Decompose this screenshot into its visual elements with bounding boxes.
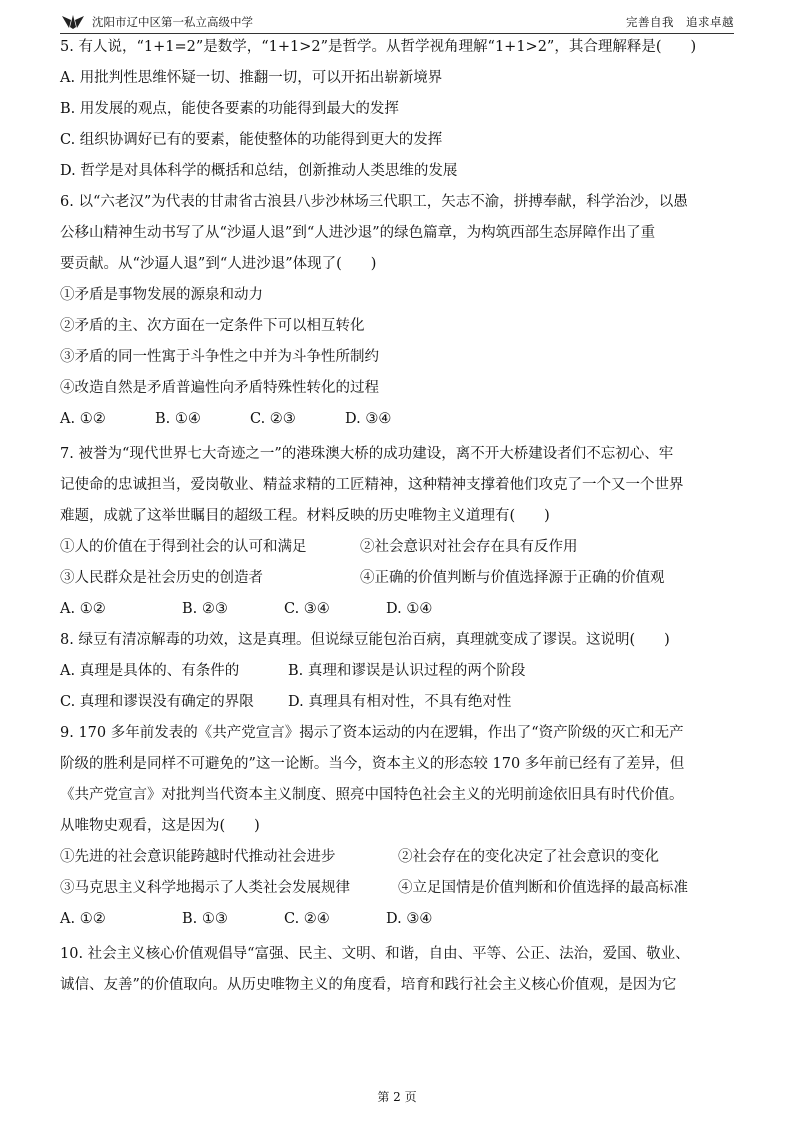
q7-option-a: A. ①② [60, 601, 106, 617]
q7-options [60, 594, 739, 625]
q6-option-b: B. ①④ [155, 411, 201, 427]
q9-statement-2: ②社会存在的变化决定了社会意识的变化 [398, 849, 659, 865]
q6-stem-line-3: 要贡献。从“沙逼人退”到“人进沙退”体现了( ) [60, 256, 377, 272]
q6-stem-line-1: 6. 以“六老汉”为代表的甘肃省古浪县八步沙林场三代职工，矢志不渝，拼搏奉献，科学治沙，以愚 [60, 194, 688, 210]
q7-stem-line-2: 记使命的忠诚担当，爱岗敬业、精益求精的工匠精神，这种精神支撑着他们攻克了一个又一个世界 [60, 477, 684, 493]
q8-option-d: D. 真理具有相对性，不具有绝对性 [288, 694, 512, 710]
q6-statement-4: ④改造自然是矛盾普遍性向矛盾特殊性转化的过程 [60, 380, 379, 396]
q6-option-a: A. ①② [60, 411, 106, 427]
q9-statement-1: ①先进的社会意识能跨越时代推动社会进步 [60, 849, 336, 865]
q9-options [60, 904, 739, 935]
q9-stem-line-3: 《共产党宣言》对批判当代资本主义制度、照亮中国特色社会主义的光明前途依旧具有时代价值。 [60, 787, 684, 803]
q7-stem-line-3: 难题，成就了这举世瞩目的超级工程。材料反映的历史唯物主义道理有( ) [60, 508, 550, 524]
q7-statement-4: ④正确的价值判断与价值选择源于正确的价值观 [360, 570, 665, 586]
q8-option-a: A. 真理是具体的、有条件的 [60, 663, 240, 679]
q9-option-a: A. ①② [60, 911, 106, 927]
q10-stem-line-2: 诚信、友善”的价值取向。从历史唯物主义的角度看，培育和践行社会主义核心价值观，是因为它 [60, 977, 677, 993]
q9-stem-line-4: 从唯物史观看，这是因为( ) [60, 818, 260, 834]
q9-option-b: B. ①③ [182, 911, 228, 927]
q5-stem: 5. 有人说，“1+1=2”是数学，“1+1>2”是哲学。从哲学视角理解“1+1>2”，其合理解释是( ) [60, 39, 697, 55]
q7-option-b: B. ②③ [182, 601, 228, 617]
q7-statements-row-2 [60, 563, 739, 594]
q6-option-c: C. ②③ [250, 411, 296, 427]
page-number: 第 2 页 [377, 1090, 417, 1104]
header-left [60, 14, 253, 30]
q5-option-d: D. 哲学是对具体科学的概括和总结，创新推动人类思维的发展 [60, 163, 458, 179]
q9-stem-line-2: 阶级的胜利是同样不可避免的”这一论断。当今，资本主义的形态较 170 多年前已经有了差异，但 [60, 756, 685, 772]
q9-statements-row-1 [60, 842, 739, 873]
q7-option-d: D. ①④ [386, 601, 433, 617]
q8-stem: 8. 绿豆有清凉解毒的功效，这是真理。但说绿豆能包治百病，真理就变成了谬误。这说明( ) [60, 632, 670, 648]
q7-option-c: C. ③④ [284, 601, 330, 617]
q6-statement-2: ②矛盾的主、次方面在一定条件下可以相互转化 [60, 318, 365, 334]
q5-option-a: A. 用批判性思维怀疑一切、推翻一切，可以开拓出崭新境界 [60, 70, 443, 86]
q9-option-d: D. ③④ [386, 911, 433, 927]
q6-statement-3: ③矛盾的同一性寓于斗争性之中并为斗争性所制约 [60, 349, 379, 365]
q6-option-d: D. ③④ [345, 411, 392, 427]
q9-stem-line-1: 9. 170 多年前发表的《共产党宣言》揭示了资本运动的内在逻辑，作出了“资产阶级的灭亡和无产 [60, 725, 684, 741]
q9-statement-3: ③马克思主义科学地揭示了人类社会发展规律 [60, 880, 350, 896]
q5-option-b: B. 用发展的观点，能使各要素的功能得到最大的发挥 [60, 101, 399, 117]
q8-option-b: B. 真理和谬误是认识过程的两个阶段 [288, 663, 526, 679]
q9-option-c: C. ②④ [284, 911, 330, 927]
q7-stem-line-1: 7. 被誉为“现代世界七大奇迹之一”的港珠澳大桥的成功建设，离不开大桥建设者们不忘初心、牢 [60, 446, 674, 462]
q6-statement-1: ①矛盾是事物发展的源泉和动力 [60, 287, 263, 303]
q7-statement-1: ①人的价值在于得到社会的认可和满足 [60, 539, 307, 555]
q8-option-c: C. 真理和谬误没有确定的界限 [60, 694, 254, 710]
q7-statement-2: ②社会意识对社会存在具有反作用 [360, 539, 578, 555]
page-header [60, 8, 734, 34]
q10-stem-line-1: 10. 社会主义核心价值观倡导“富强、民主、文明、和谐，自由、平等、公正、法治，爱国、敬业、 [60, 946, 690, 962]
school-logo-icon [60, 14, 86, 30]
q7-statement-3: ③人民群众是社会历史的创造者 [60, 570, 263, 586]
q7-statements-row-1 [60, 532, 739, 563]
page-content [60, 32, 739, 1001]
q8-options-row-2 [60, 687, 739, 718]
q5-option-c: C. 组织协调好已有的要素，能使整体的功能得到更大的发挥 [60, 132, 443, 148]
q6-stem-line-2: 公移山精神生动书写了从“沙逼人退”到“人进沙退”的绿色篇章，为构筑西部生态屏障作出了重 [60, 225, 656, 241]
q6-options [60, 404, 739, 435]
school-name: 沈阳市辽中区第一私立高级中学 [92, 15, 253, 29]
q9-statement-4: ④立足国情是价值判断和价值选择的最高标准 [398, 880, 688, 896]
school-motto: 完善自我 追求卓越 [626, 15, 734, 29]
q9-statements-row-2 [60, 873, 739, 904]
q8-options-row-1 [60, 656, 739, 687]
